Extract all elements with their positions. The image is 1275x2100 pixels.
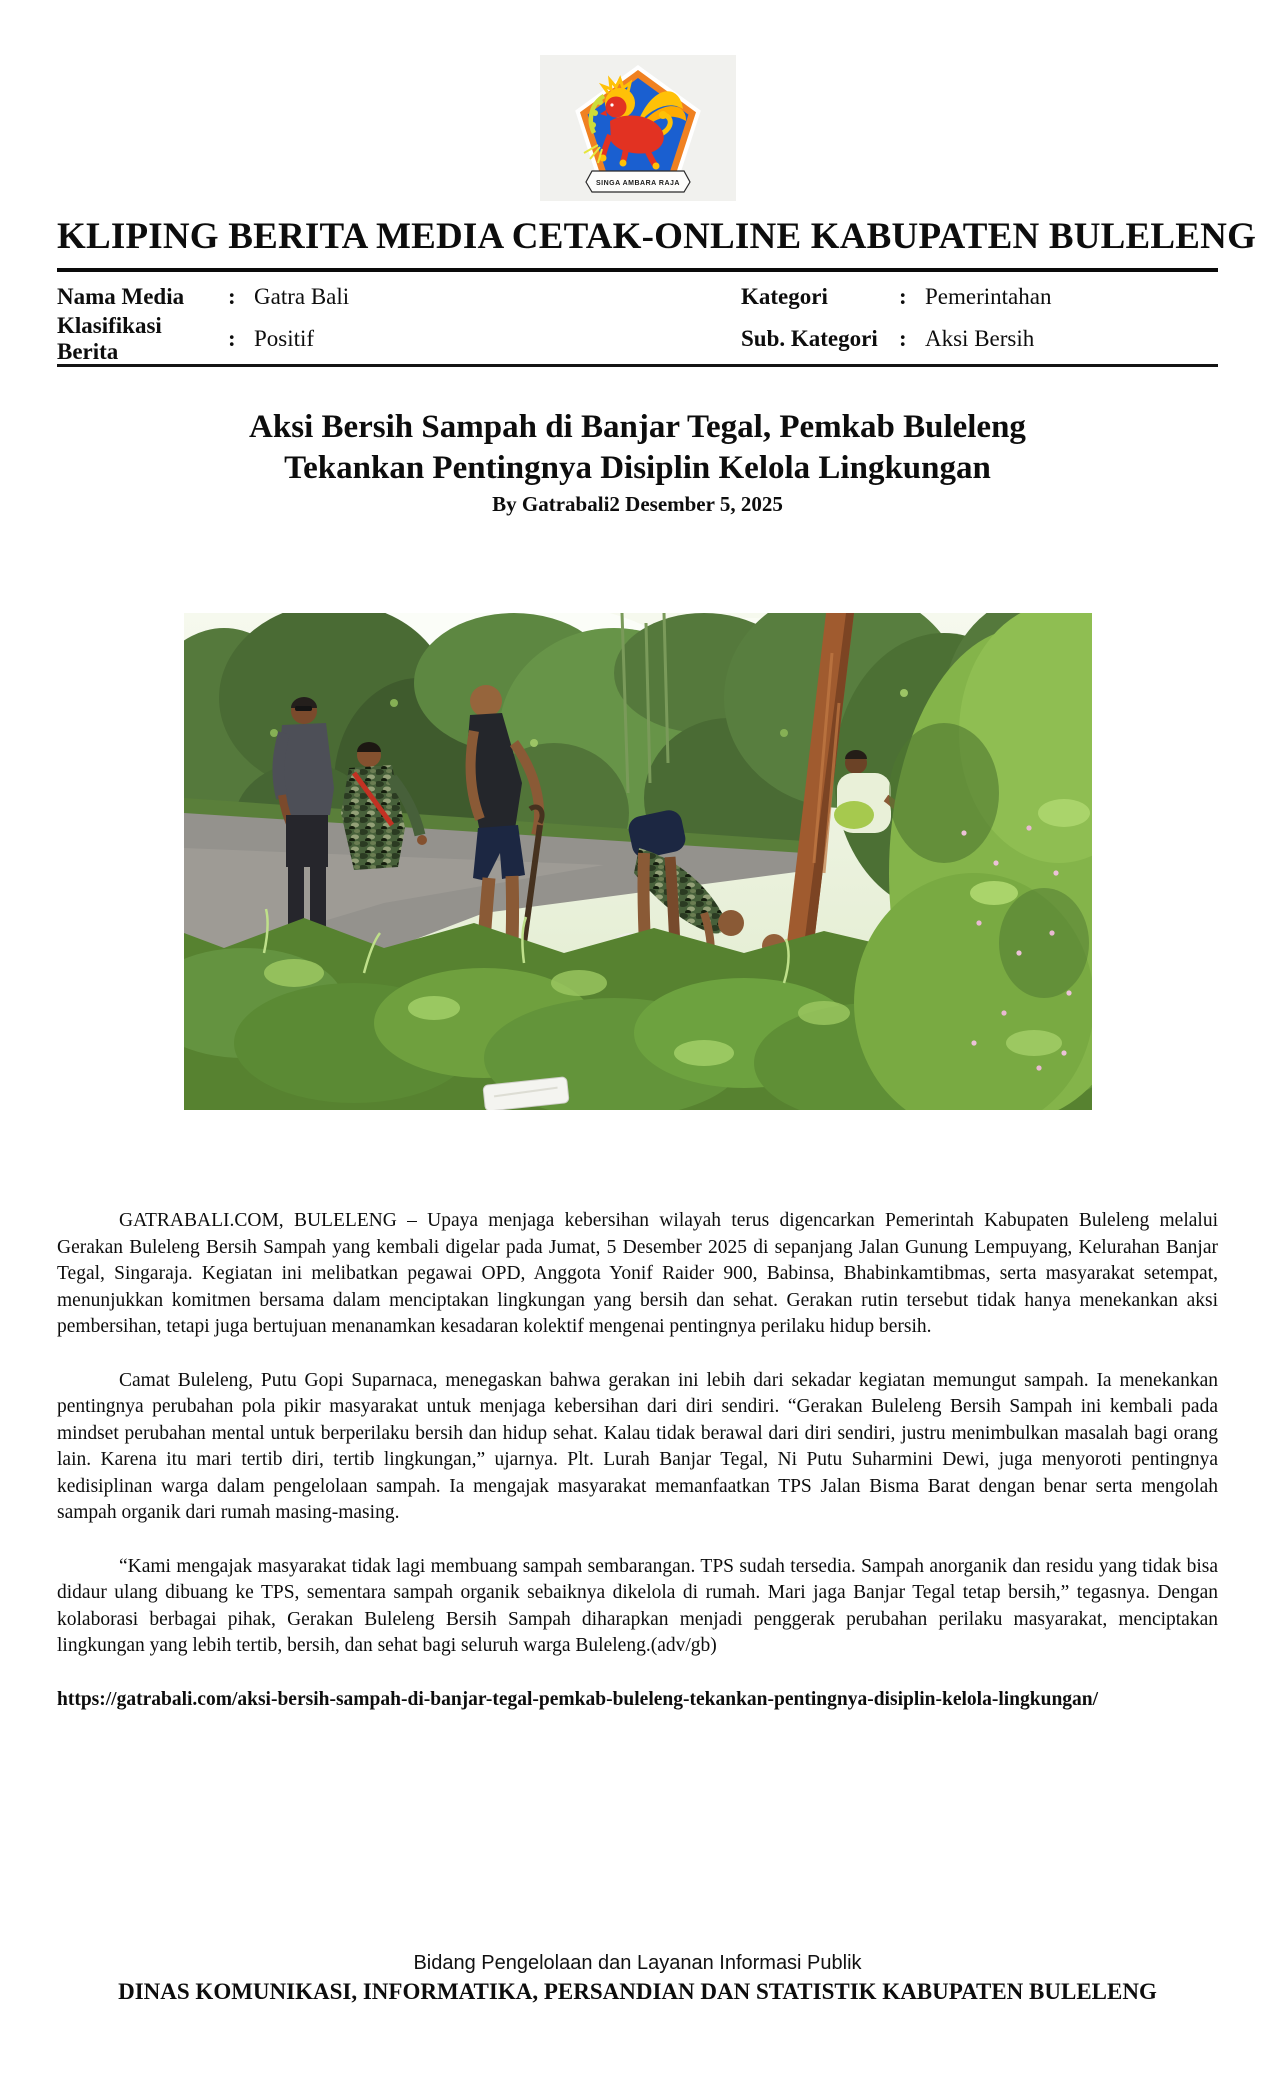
article-title-line2: Tekankan Pentingnya Disiplin Kelola Lingkungan	[284, 450, 991, 486]
meta-label-kategori: Kategori	[741, 284, 828, 309]
article-body	[57, 1208, 1218, 1713]
article-paragraph-1: GATRABALI.COM, BULELENG – Upaya menjaga kebersihan wilayah terus digencarkan Pemerintah Kabupaten Buleleng melalui Gerakan Buleleng Bersih Sampah yang kembali digelar pada Jumat, 5 Desember 2025 di sepanjang Jalan Gunung Lempuyang, Kelurahan Banjar Tegal, Singaraja. Kegiatan ini melibatkan pegawai OPD, Anggota Yonif Raider 900, Babinsa, Bhabinkamtibmas, serta masyarakat setempat, menunjukkan komitmen bersama dalam menciptakan lingkungan yang bersih dan sehat. Gerakan rutin tersebut tidak hanya menekankan aksi pembersihan, tetapi juga bertujuan menanamkan kesadaran kolektif mengenai pentingnya perilaku hidup bersih.	[57, 1210, 1218, 1337]
article-title	[57, 407, 1218, 489]
article-photo	[184, 613, 1092, 1110]
meta-colon: :	[228, 284, 236, 309]
article-paragraph-2: Camat Buleleng, Putu Gopi Suparnaca, menegaskan bahwa gerakan ini lebih dari sekadar kegiatan memungut sampah. Ia menekankan pentingnya perubahan pola pikir masyarakat untuk menjaga kebersihan dari diri sendiri. “Gerakan Buleleng Bersih Sampah ini kembali pada mindset perubahan mental untuk berperilaku bersih dan hidup sehat. Kalau tidak berawal dari diri sendiri, justru menimbulkan masalah bagi orang lain. Karena itu mari tertib diri, tertib lingkungan,” ujarnya. Plt. Lurah Banjar Tegal, Ni Putu Suharmini Dewi, juga menyoroti pentingnya kedisiplinan warga dalam pengelolaan sampah. Ia mengajak masyarakat memanfaatkan TPS Jalan Bisma Barat dengan benar serta mengolah sampah organik dari rumah masing-masing.	[57, 1369, 1218, 1523]
meta-table	[57, 272, 1218, 364]
meta-value-sub-kategori: Aksi Bersih	[925, 326, 1035, 351]
header-rule-bottom	[57, 364, 1218, 367]
footer-division: Bidang Pengelolaan dan Layanan Informasi Publik	[413, 1952, 862, 1974]
seal-banner	[586, 171, 690, 192]
buleleng-seal-icon	[540, 55, 736, 201]
page-footer	[0, 1952, 1275, 2005]
meta-colon: :	[899, 284, 907, 309]
meta-colon: :	[228, 326, 236, 351]
cleanup-photo-illustration	[184, 613, 1092, 1110]
footer-agency: DINAS KOMUNIKASI, INFORMATIKA, PERSANDIAN DAN STATISTIK KABUPATEN BULELENG	[118, 1979, 1157, 2004]
meta-label-nama-media: Nama Media	[57, 284, 185, 309]
article-byline: By Gatrabali2 Desember 5, 2025	[492, 492, 783, 516]
meta-value-nama-media: Gatra Bali	[254, 284, 350, 309]
article-paragraph-3: “Kami mengajak masyarakat tidak lagi membuang sampah sembarangan. TPS sudah tersedia. Sampah anorganik dan residu yang tidak bisa didaur ulang dibuang ke TPS, sementara sampah organik sebaiknya dikelola di rumah. Mari jaga Banjar Tegal tetap bersih,” tegasnya. Dengan kolaborasi berbagai pihak, Gerakan Buleleng Bersih Sampah diharapkan menjadi penggerak perubahan perilaku masyarakat, menciptakan lingkungan yang lebih tertib, bersih, dan sehat bagi seluruh warga Buleleng.(adv/gb)	[57, 1555, 1218, 1656]
meta-label-klasifikasi: Klasifikasi Berita	[57, 313, 162, 364]
meta-label-sub-kategori: Sub. Kategori	[741, 326, 878, 351]
meta-value-klasifikasi: Positif	[254, 326, 315, 351]
meta-value-kategori: Pemerintahan	[925, 284, 1052, 309]
meta-colon: :	[899, 326, 907, 351]
article-title-line1: Aksi Bersih Sampah di Banjar Tegal, Pemkab Buleleng	[249, 409, 1026, 445]
page-title: KLIPING BERITA MEDIA CETAK-ONLINE KABUPATEN BULELENG	[57, 216, 1257, 257]
source-url-link[interactable]: https://gatrabali.com/aksi-bersih-sampah-di-banjar-tegal-pemkab-buleleng-tekankan-pentingnya-disiplin-kelola-lingkungan/	[57, 1688, 1099, 1710]
buleleng-seal-logo	[540, 55, 736, 201]
seal-banner-text: SINGA AMBARA RAJA	[595, 180, 680, 187]
